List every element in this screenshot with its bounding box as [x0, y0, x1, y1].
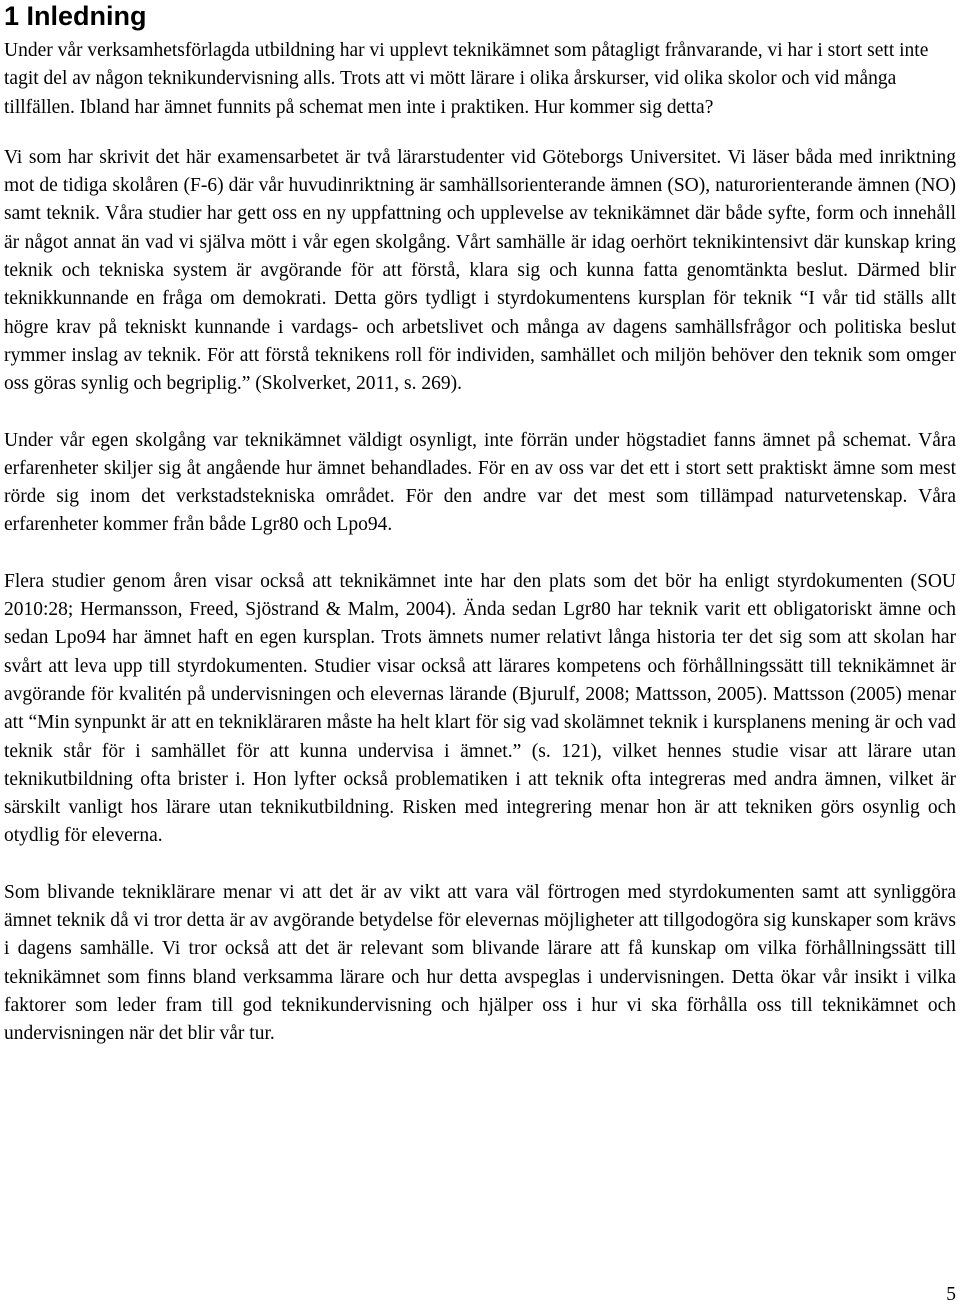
paragraph-intro: Under vår verksamhetsförlagda utbildning har vi upplevt teknikämnet som påtagligt frånvarande, vi har i stort sett inte tagit del av någon teknikundervisning alls. Trots att vi mött lärare i olika årskurser, vid olika skolor och vid många tillfällen. Ibland har ämnet funnits på schemat men inte i praktiken. Hur kommer sig detta?	[4, 40, 929, 118]
section-heading: 1 Inledning	[4, 1, 147, 31]
paragraph-motivation: Som blivande tekniklärare menar vi att det är av vikt att vara väl förtrogen med styrdokumenten samt att synliggöra ämnet teknik då vi tror detta är av avgörande betydelse för elevernas möjligheter att tillgodogöra sig kunskaper som krävs i dagens samhälle. Vi tror också att det är relevant som blivande lärare att få kunskap om vilka förhållningssätt till teknikämnet som finns bland verksamma lärare och hur detta avspeglas i undervisningen. Detta ökar vår insikt i vilka faktorer som leder fram till god teknikundervisning och hjälper oss i hur vi ska förhålla oss till teknikämnet och undervisningen när det blir vår tur.	[4, 881, 956, 1045]
paragraph-own-schooling: Under vår egen skolgång var teknikämnet väldigt osynligt, inte förrän under högstadiet fanns ämnet på schemat. Våra erfarenheter skiljer sig åt angående hur ämnet behandlades. För en av oss var det ett i stort sett praktiskt ämne som mest rörde sig inom det verkstadstekniska området. För den andre var det mest som tillämpad naturvetenskap. Våra erfarenheter kommer från både Lgr80 och Lpo94.	[4, 429, 956, 536]
document-page	[4, 0, 956, 1049]
paragraph-research: Flera studier genom åren visar också att teknikämnet inte har den plats som det bör ha enligt styrdokumenten (SOU 2010:28; Hermansson, Freed, Sjöstrand & Malm, 2004). Ända sedan Lgr80 har teknik varit ett obligatoriskt ämne och sedan Lpo94 har ämnet haft en egen kursplan. Trots ämnets numer relativt långa historia ter det sig som att skolan har svårt att leva upp till styrdokumenten. Studier visar också att lärares kompetens och förhållningssätt till teknikämnet är avgörande för kvalitén på undervisningen och elevernas lärande (Bjurulf, 2008; Mattsson, 2005). Mattsson (2005) menar att “Min synpunkt är att en teknikläraren måste ha helt klart för sig vad skolämnet teknik i kursplanens mening är och vad teknik står för i samhället för att kunna undervisa i ämnet.” (s. 121), vilket hennes studie visar att lärare utan teknikutbildning ofta brister i. Hon lyfter också problematiken i att teknik ofta integreras med andra ämnen, vilket är särskilt vanligt hos lärare utan teknikutbildning. Risken med integrering menar hon är att tekniken görs osynlig och otydlig för eleverna.	[4, 570, 956, 847]
page-number: 5	[946, 1284, 956, 1305]
paragraph-gap	[4, 399, 956, 427]
paragraph-gap	[4, 851, 956, 879]
paragraph-gap	[4, 540, 956, 568]
paragraph-authors: Vi som har skrivit det här examensarbetet är två lärarstudenter vid Göteborgs Universitet. Vi läser båda med inriktning mot de tidiga skolåren (F-6) där vår huvudinriktning är samhällsorienterande ämnen (SO), naturorienterande ämnen (NO) samt teknik. Våra studier har gett oss en ny uppfattning och upplevelse av teknikämnet där både syfte, form och innehåll är något annat än vad vi själva mött i vår egen skolgång. Vårt samhälle är idag oerhört teknikintensivt där kunskap kring teknik och tekniska system är avgörande för att förstå, klara sig och kunna fatta genomtänkta beslut. Därmed blir teknikkunnande en fråga om demokrati. Detta görs tydligt i styrdokumentens kursplan för teknik “I vår tid ställs allt högre krav på tekniskt kunnande i vardags- och arbetslivet och många av dagens samhällsfrågor och politiska beslut rymmer inslag av teknik. För att förstå teknikens roll för individen, samhället och miljön behöver den teknik som omger oss göras synlig och begriplig.” (Skolverket, 2011, s. 269).	[4, 146, 956, 395]
